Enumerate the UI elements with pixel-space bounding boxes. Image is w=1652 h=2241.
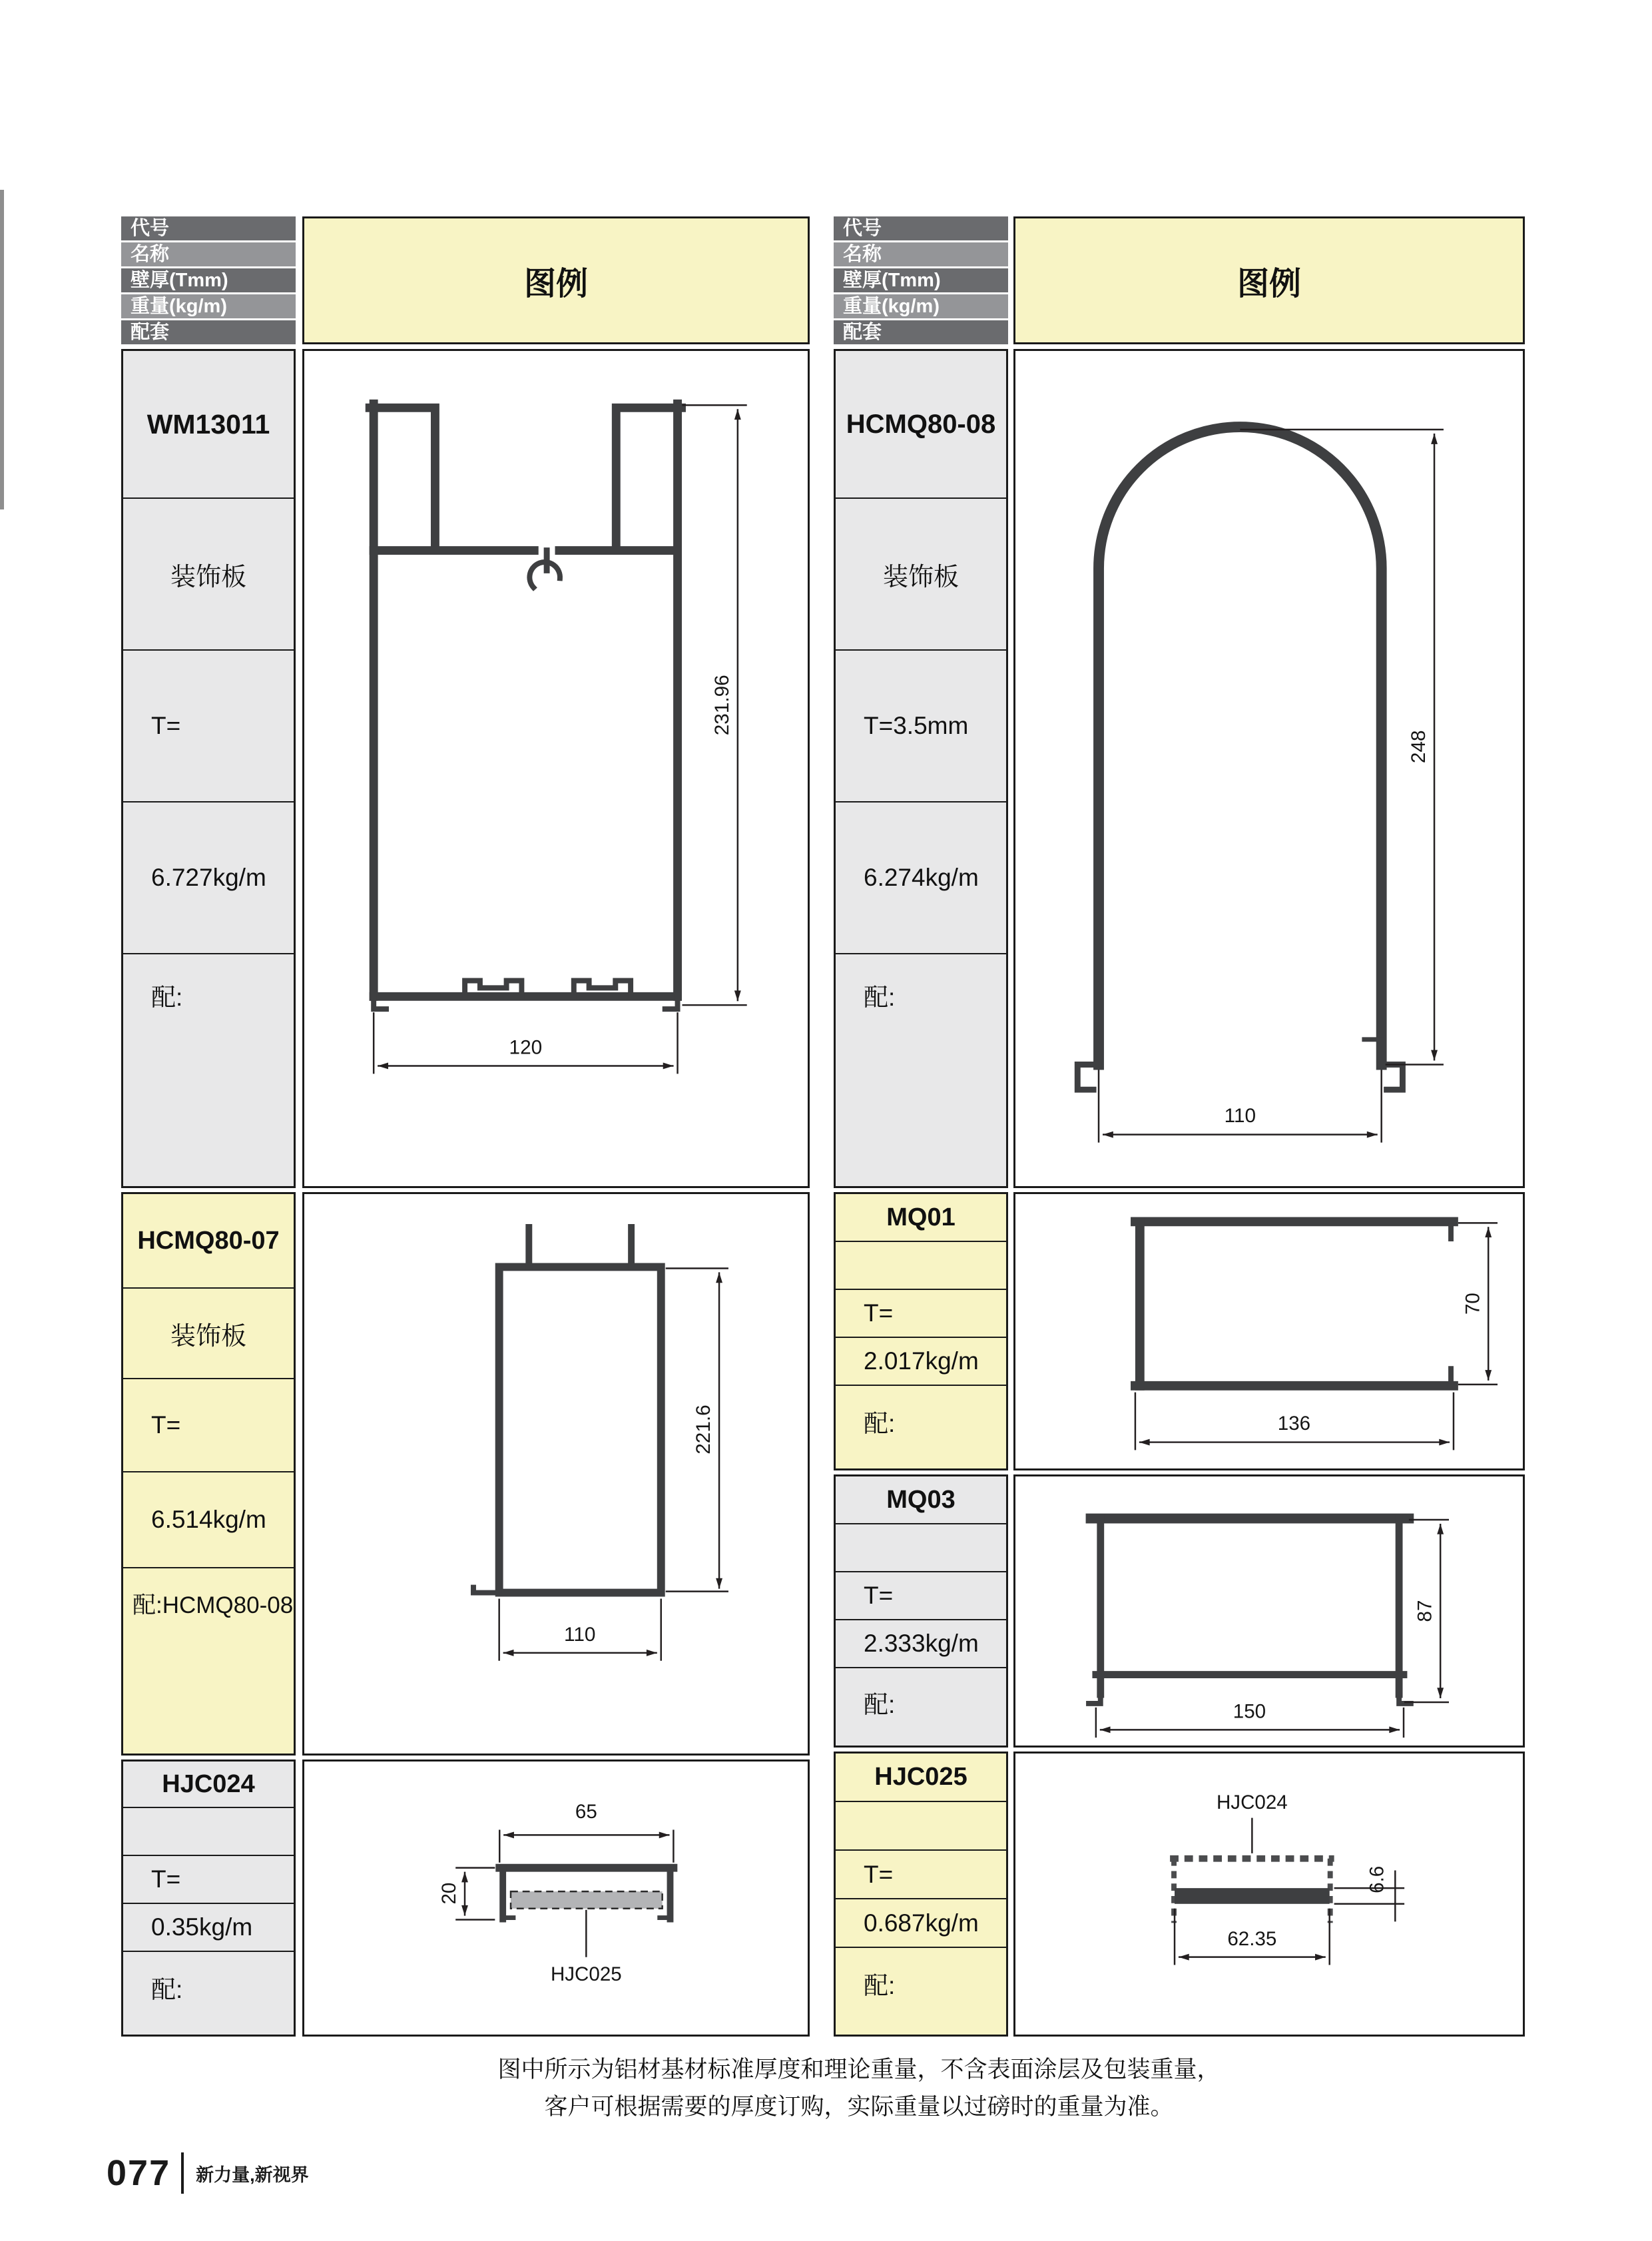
profile-drawing-mq03	[1015, 1476, 1523, 1746]
spec-code: HCMQ80-07	[123, 1194, 294, 1289]
dim-label-width: 136	[1277, 1412, 1311, 1435]
drawing-cell-mq03	[1013, 1474, 1525, 1748]
dim-label-height: 6.6	[1366, 1865, 1388, 1893]
drawing-cell-hjc024	[302, 1760, 810, 2037]
spec-code: MQ03	[836, 1476, 1006, 1524]
dimension-height	[1240, 430, 1444, 1064]
spec-thickness: T=	[836, 1851, 1006, 1899]
drawing-cell-wm13011	[302, 349, 810, 1188]
dim-label-height: 87	[1414, 1600, 1436, 1622]
spec-weight: 2.017kg/m	[836, 1338, 1006, 1386]
spec-weight: 6.727kg/m	[123, 802, 294, 954]
header-code-label-left: 代号	[121, 216, 296, 240]
dim-label-width: 62.35	[1227, 1927, 1277, 1950]
spec-block-hjc024	[121, 1760, 296, 2037]
dim-label-height: 70	[1462, 1293, 1484, 1315]
dimension-width	[1099, 1070, 1382, 1142]
spec-name: 装饰板	[123, 499, 294, 651]
spec-name	[836, 1242, 1006, 1290]
spec-name	[836, 1524, 1006, 1572]
spec-thickness: T=	[836, 1572, 1006, 1620]
callout-label: HJC024	[1216, 1791, 1288, 1813]
page-number: 077	[107, 2153, 171, 2193]
profile-outline	[1077, 427, 1402, 1090]
legend-header-left: 图例	[302, 216, 810, 344]
dim-label-width: 65	[575, 1800, 597, 1823]
dimension-width	[1175, 1909, 1330, 1965]
spec-code: HJC025	[836, 1754, 1006, 1802]
footer-divider	[181, 2152, 184, 2194]
footer-slogan: 新力量,新视界	[196, 2164, 309, 2185]
dim-label-height: 248	[1408, 730, 1430, 764]
dim-label-height: 20	[438, 1882, 461, 1905]
profile-outline	[1089, 1518, 1411, 1704]
spec-name: 装饰板	[123, 1289, 294, 1379]
drawing-cell-hcmq80-08	[1013, 349, 1525, 1188]
drawing-cell-hjc025	[1013, 1752, 1525, 2037]
spec-block-hjc025	[834, 1752, 1008, 2037]
header-name-label-left: 名称	[121, 242, 296, 266]
spec-block-hcmq80-08	[834, 349, 1008, 1188]
profile-drawing-hjc024	[304, 1761, 808, 2035]
header-weight-label-left: 重量(kg/m)	[121, 294, 296, 318]
dimension-height	[682, 405, 746, 1005]
spec-block-mq01	[834, 1192, 1008, 1470]
profile-drawing-hcmq80-07	[304, 1194, 808, 1754]
dim-label-height: 231.96	[710, 675, 733, 736]
dimension-width	[1135, 1393, 1454, 1450]
spec-name: 装饰板	[836, 499, 1006, 651]
dim-label-width: 110	[563, 1624, 596, 1646]
spec-code: HCMQ80-08	[836, 351, 1006, 499]
spec-accessory: 配:	[864, 1691, 896, 1718]
dimension-height	[1458, 1223, 1498, 1384]
header-accessory-label-left: 配套	[121, 320, 296, 344]
spec-thickness: T=	[123, 1856, 294, 1904]
header-thickness-label-right: 壁厚(Tmm)	[834, 268, 1008, 292]
profile-drawing-hcmq80-08	[1015, 351, 1523, 1186]
dimension-height	[438, 1868, 495, 1920]
spec-weight: 0.687kg/m	[836, 1899, 1006, 1948]
spec-weight: 6.514kg/m	[123, 1472, 294, 1568]
spec-accessory: 配:	[864, 1972, 896, 1999]
spec-weight: 0.35kg/m	[123, 1904, 294, 1952]
profile-drawing-hjc025	[1015, 1754, 1523, 2035]
profile-outline	[1135, 1221, 1454, 1385]
dimension-width	[1096, 1701, 1404, 1738]
page-footer	[107, 2152, 309, 2194]
drawing-cell-hcmq80-07	[302, 1192, 810, 1756]
profile-drawing-mq01	[1015, 1194, 1523, 1468]
spec-code: WM13011	[123, 351, 294, 499]
dim-label-width: 120	[509, 1036, 543, 1059]
header-thickness-label-left: 壁厚(Tmm)	[121, 268, 296, 292]
spec-thickness: T=	[836, 1290, 1006, 1338]
drawing-cell-mq01	[1013, 1192, 1525, 1470]
gasket-strip	[511, 1891, 663, 1909]
spec-block-wm13011	[121, 349, 296, 1188]
callout-label: HJC025	[550, 1963, 622, 1986]
spec-code: MQ01	[836, 1194, 1006, 1242]
dimension-height	[1404, 1520, 1449, 1702]
header-code-label-right: 代号	[834, 216, 1008, 240]
dimension-width	[499, 1801, 673, 1863]
gasket-strip	[1175, 1888, 1330, 1904]
spec-weight: 2.333kg/m	[836, 1620, 1006, 1668]
dim-label-width: 110	[1224, 1104, 1256, 1127]
spec-name	[836, 1802, 1006, 1851]
page-edge-mark	[0, 190, 4, 509]
spec-accessory: 配:	[151, 1976, 183, 2003]
profile-outline	[370, 404, 681, 1009]
spec-code: HJC024	[123, 1761, 294, 1808]
legend-header-right: 图例	[1013, 216, 1525, 344]
spec-accessory: 配:HCMQ80-08	[133, 1592, 294, 1618]
spec-thickness: T=3.5mm	[836, 651, 1006, 802]
spec-weight: 6.274kg/m	[836, 802, 1006, 954]
dimension-width	[499, 1599, 661, 1661]
dim-label-width: 150	[1233, 1700, 1266, 1723]
callout	[551, 1910, 622, 1985]
dim-label-height: 221.6	[692, 1405, 715, 1454]
spec-name	[123, 1808, 294, 1856]
note-line-2: 客户可根据需要的厚度订购，实际重量以过磅时的重量为准。	[544, 2094, 1174, 2120]
spec-accessory: 配:	[864, 984, 896, 1011]
spec-block-hcmq80-07	[121, 1192, 296, 1756]
spec-accessory: 配:	[864, 1410, 896, 1437]
spec-thickness: T=	[123, 651, 294, 802]
spec-accessory: 配:	[151, 984, 183, 1011]
spec-block-mq03	[834, 1474, 1008, 1748]
callout	[1217, 1791, 1288, 1853]
header-accessory-label-right: 配套	[834, 320, 1008, 344]
spec-thickness: T=	[123, 1379, 294, 1472]
header-weight-label-right: 重量(kg/m)	[834, 294, 1008, 318]
profile-drawing-wm13011	[304, 351, 808, 1186]
note-line-1: 图中所示为铝材基材标准厚度和理论重量，不含表面涂层及包装重量，	[497, 2057, 1221, 2082]
dimension-width	[374, 1012, 677, 1074]
header-name-label-right: 名称	[834, 242, 1008, 266]
dimension-height	[666, 1268, 728, 1591]
profile-outline	[473, 1227, 661, 1593]
dimension-height	[1334, 1866, 1404, 1922]
